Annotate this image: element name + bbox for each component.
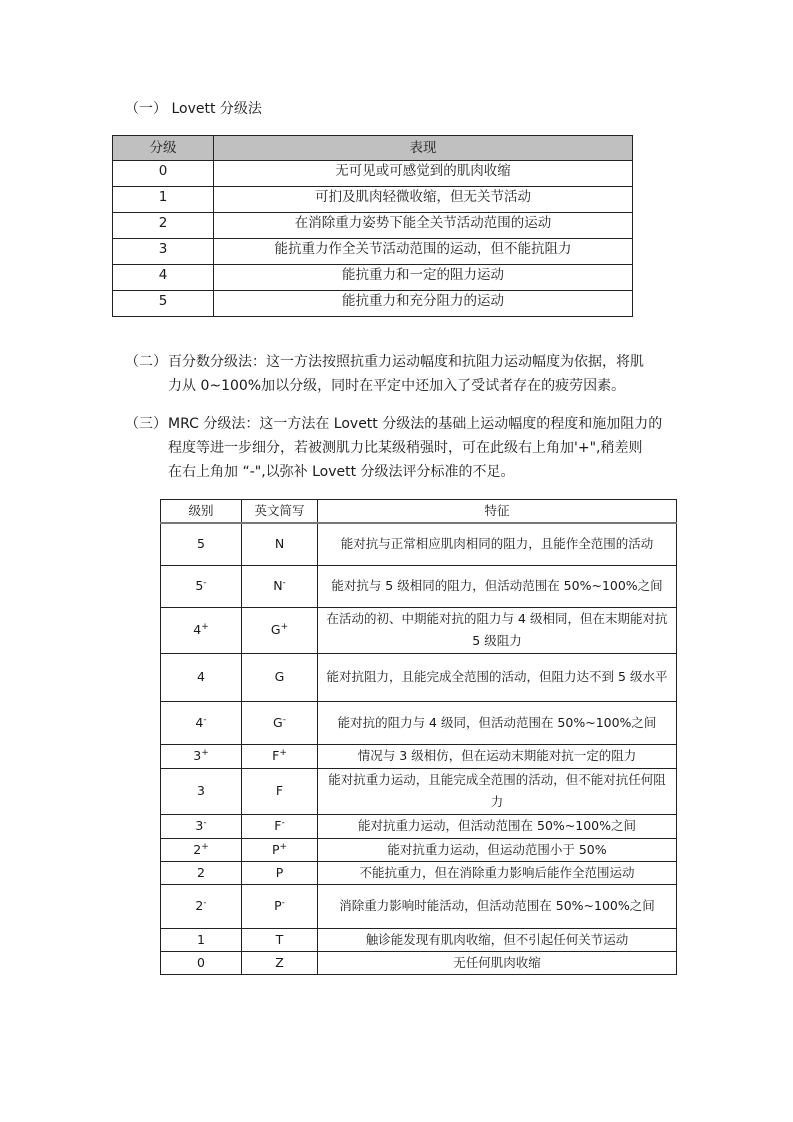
level-modifier: - <box>203 898 207 908</box>
abbreviation-modifier: + <box>279 748 287 758</box>
column-header-abbreviation: 英文简写 <box>242 500 318 524</box>
abbreviation-value: T <box>275 931 284 947</box>
level-value: 5 <box>195 578 204 593</box>
abbreviation-cell <box>242 928 318 951</box>
level-cell <box>161 814 242 838</box>
abbreviation-value: P <box>274 898 282 913</box>
level-value: 4 <box>197 669 205 684</box>
abbreviation-cell <box>242 653 318 701</box>
section-heading-lovett: （一） Lovett 分级法 <box>125 101 262 117</box>
characteristics-cell: 能对抗重力运动，但活动范围在 50%~100%之间 <box>318 814 677 838</box>
abbreviation-cell <box>242 565 318 607</box>
abbreviation-value: F <box>275 783 284 798</box>
level-value: 4 <box>195 714 204 730</box>
level-cell <box>161 768 242 814</box>
abbreviation-value: G <box>270 622 281 637</box>
characteristics-cell: 能对抗重力运动，且能完成全范围的活动，但不能对抗任何阻力 <box>318 768 677 814</box>
column-header-description: 表现 <box>214 136 633 161</box>
abbreviation-cell <box>242 951 318 974</box>
paragraph-mrc-grading <box>125 412 685 487</box>
abbreviation-cell <box>242 744 318 768</box>
abbreviation-modifier: + <box>280 622 289 632</box>
abbreviation-cell <box>242 814 318 838</box>
table-row <box>161 607 677 653</box>
characteristics-cell: 在活动的初、中期能对抗的阻力与 4 级相同，但在末期能对抗 5 级阻力 <box>318 607 677 653</box>
level-cell <box>161 744 242 768</box>
table-row <box>113 161 633 187</box>
grade-cell: 4 <box>113 265 214 291</box>
level-cell <box>161 861 242 884</box>
level-cell <box>161 838 242 861</box>
table-row <box>161 928 677 951</box>
table-row <box>113 187 633 213</box>
level-cell <box>161 884 242 928</box>
characteristics-cell: 能对抗与 5 级相同的阻力，但活动范围在 50%~100%之间 <box>318 565 677 607</box>
description-cell: 可扪及肌肉轻微收缩，但无关节活动 <box>214 187 633 213</box>
characteristics-cell: 触诊能发现有肌肉收缩，但不引起任何关节运动 <box>318 928 677 951</box>
abbreviation-value: F <box>274 818 282 833</box>
characteristics-cell: 能对抗阻力，且能完成全范围的活动，但阻力达不到 5 级水平 <box>318 653 677 701</box>
table-header-row <box>113 136 633 161</box>
characteristics-cell: 不能抗重力，但在消除重力影响后能作全范围运动 <box>318 861 677 884</box>
characteristics-cell: 消除重力影响时能活动，但活动范围在 50%~100%之间 <box>318 884 677 928</box>
table-row <box>161 565 677 607</box>
abbreviation-cell <box>242 884 318 928</box>
abbreviation-cell <box>242 701 318 744</box>
level-modifier: + <box>201 622 209 632</box>
characteristics-cell: 无任何肌肉收缩 <box>318 951 677 974</box>
level-cell <box>161 928 242 951</box>
level-cell <box>161 653 242 701</box>
level-value: 2 <box>195 898 204 913</box>
abbreviation-modifier: - <box>282 578 286 588</box>
table-row <box>161 744 677 768</box>
grade-cell: 3 <box>113 239 214 265</box>
abbreviation-value: Z <box>275 954 284 970</box>
table-row <box>161 523 677 565</box>
abbreviation-value: N <box>274 536 285 552</box>
table-row <box>161 653 677 701</box>
table-header-row <box>161 500 677 524</box>
abbreviation-value: G <box>274 669 285 684</box>
abbreviation-modifier: - <box>281 898 285 908</box>
description-cell: 无可见或可感觉到的肌肉收缩 <box>214 161 633 187</box>
level-modifier: - <box>203 818 207 828</box>
abbreviation-cell <box>242 768 318 814</box>
characteristics-cell: 能对抗的阻力与 4 级同，但活动范围在 50%~100%之间 <box>318 701 677 744</box>
column-header-level: 级别 <box>161 500 242 524</box>
level-cell <box>161 607 242 653</box>
abbreviation-value: G <box>273 714 283 730</box>
characteristics-cell: 能对抗重力运动，但运动范围小于 50% <box>318 838 677 861</box>
paragraph-line: 力从 0~100%加以分级，同时在平定中还加入了受试者存在的疲劳因素。 <box>168 378 626 394</box>
table-row <box>113 239 633 265</box>
table-row <box>113 213 633 239</box>
level-value: 5 <box>197 536 205 552</box>
paragraph-line: 在右上角加 “-",以弥补 Lovett 分级法评分标准的不足。 <box>168 464 515 480</box>
table-row <box>161 814 677 838</box>
lovett-grading-table <box>112 135 633 317</box>
description-cell: 能抗重力作全关节活动范围的运动，但不能抗阻力 <box>214 239 633 265</box>
abbreviation-value: P <box>271 841 280 857</box>
abbreviation-cell <box>242 838 318 861</box>
abbreviation-value: N <box>273 578 283 593</box>
paragraph-line: MRC 分级法：这一方法在 Lovett 分级法的基础上运动幅度的程度和施加阻力的 <box>168 416 663 432</box>
characteristics-cell: 能对抗与正常相应肌肉相同的阻力，且能作全范围的活动 <box>318 523 677 565</box>
table-row <box>161 884 677 928</box>
level-value: 3 <box>195 818 204 833</box>
table-row <box>161 701 677 744</box>
level-value: 2 <box>197 864 205 880</box>
paragraph-line: 百分数分级法：这一方法按照抗重力运动幅度和抗阻力运动幅度为依据，将肌 <box>168 354 644 370</box>
table-row <box>113 265 633 291</box>
level-cell <box>161 701 242 744</box>
characteristics-cell: 情况与 3 级相仿，但在运动末期能对抗一定的阻力 <box>318 744 677 768</box>
grade-cell: 1 <box>113 187 214 213</box>
column-header-characteristics: 特征 <box>318 500 677 524</box>
abbreviation-cell <box>242 607 318 653</box>
table-row <box>161 768 677 814</box>
table-row <box>161 838 677 861</box>
paragraph-label: （二） <box>125 354 167 370</box>
level-value: 2 <box>193 841 202 857</box>
description-cell: 能抗重力和充分阻力的运动 <box>214 291 633 317</box>
level-cell <box>161 565 242 607</box>
level-value: 0 <box>197 954 205 970</box>
level-value: 1 <box>197 931 205 947</box>
paragraph-line: 程度等进一步细分，若被测肌力比某级稍强时，可在此级右上角加'+",稍差则 <box>168 440 643 456</box>
level-cell <box>161 523 242 565</box>
level-cell <box>161 951 242 974</box>
description-cell: 在消除重力姿势下能全关节活动范围的运动 <box>214 213 633 239</box>
level-modifier: - <box>203 714 207 725</box>
description-cell: 能抗重力和一定的阻力运动 <box>214 265 633 291</box>
abbreviation-modifier: - <box>282 714 286 725</box>
level-modifier: + <box>201 748 209 758</box>
paragraph-percentage-grading <box>125 350 685 400</box>
grade-cell: 2 <box>113 213 214 239</box>
abbreviation-value: P <box>275 864 284 880</box>
level-value: 4 <box>193 622 202 637</box>
level-value: 3 <box>197 783 205 798</box>
abbreviation-modifier: - <box>281 818 285 828</box>
table-row <box>113 291 633 317</box>
abbreviation-value: F <box>272 748 280 763</box>
abbreviation-cell <box>242 523 318 565</box>
table-row <box>161 951 677 974</box>
level-value: 3 <box>193 748 202 763</box>
grade-cell: 0 <box>113 161 214 187</box>
column-header-grade: 分级 <box>113 136 214 161</box>
grade-cell: 5 <box>113 291 214 317</box>
table-row <box>161 861 677 884</box>
level-modifier: - <box>203 578 207 588</box>
abbreviation-cell <box>242 861 318 884</box>
paragraph-label: （三） <box>125 416 167 432</box>
abbreviation-modifier: + <box>279 841 288 852</box>
mrc-grading-table <box>160 499 677 975</box>
level-modifier: + <box>201 841 209 852</box>
